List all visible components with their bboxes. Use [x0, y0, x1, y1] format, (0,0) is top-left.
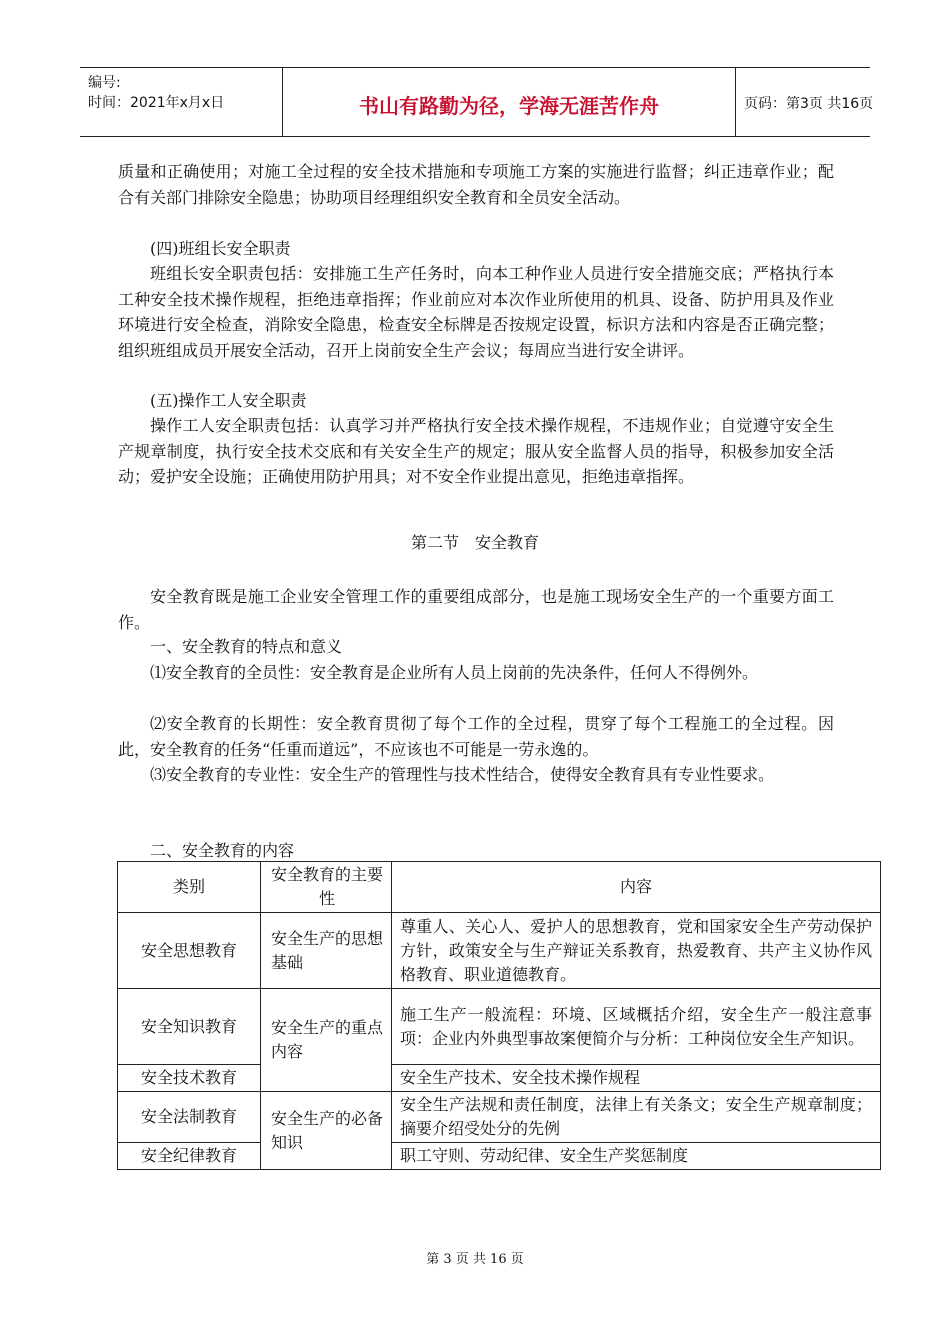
document-header	[80, 67, 874, 137]
heading-team-leader: (四)班组长安全职责	[150, 239, 291, 258]
table-cell-importance: 安全生产的重点内容	[261, 989, 392, 1092]
table-cell-category: 安全技术教育	[118, 1065, 261, 1092]
table-header-row	[118, 862, 881, 913]
table-cell-importance: 安全生产的思想基础	[261, 913, 392, 989]
table-row	[118, 1065, 881, 1092]
paragraph-4: 安全教育既是施工企业安全管理工作的重要组成部分，也是施工现场安全生产的一个重要方面工作。	[118, 587, 834, 632]
table-row	[118, 913, 881, 989]
table-cell-content: 安全生产技术、安全技术操作规程	[392, 1065, 881, 1092]
document-number-label: 编号:	[88, 75, 121, 91]
table-header-category: 类别	[118, 862, 261, 913]
header-page-info: 页码：第3页 共16页	[744, 96, 874, 112]
paragraph-6: ⑵安全教育的长期性：安全教育贯彻了每个工作的全过程，贯穿了每个工程施工的全过程。因此，安全教育的任务“任重而道远”，不应该也不可能是一劳永逸的。	[118, 714, 834, 759]
table-cell-content: 施工生产一般流程：环境、区域概括介绍，安全生产一般注意事项：企业内外典型事故案便简介与分析：工种岗位安全生产知识。	[392, 989, 881, 1065]
table-row	[118, 989, 881, 1065]
table-cell-importance: 安全生产的必备知识	[261, 1092, 392, 1170]
section-title: 第二节 安全教育	[410, 533, 539, 552]
table-row	[118, 1092, 881, 1143]
document-time-label: 时间：2021年x月x日	[88, 95, 225, 111]
header-motto: 书山有路勤为径，学海无涯苦作舟	[359, 94, 659, 118]
table-cell-category: 安全纪律教育	[118, 1143, 261, 1170]
table-cell-content: 安全生产法规和责任制度，法律上有关条文；安全生产规章制度；摘要介绍受处分的先例	[392, 1092, 881, 1143]
paragraph-3: 操作工人安全职责包括：认真学习并严格执行安全技术操作规程，不违规作业；自觉遵守安全生产规章制度，执行安全技术交底和有关安全生产的规定；服从安全监督人员的指导，积极参加安全活动；爱护安全设施；正确使用防护用具；对不安全作业提出意见，拒绝违章指挥。	[118, 416, 834, 486]
table-row	[118, 1143, 881, 1170]
education-content-table	[117, 861, 881, 1170]
paragraph-1: 质量和正确使用；对施工全过程的安全技术措施和专项施工方案的实施进行监督；纠正违章作业；配合有关部门排除安全隐患；协助项目经理组织安全教育和全员安全活动。	[118, 162, 834, 207]
header-motto-cell	[282, 68, 736, 136]
heading-characteristics: 一、安全教育的特点和意义	[150, 637, 343, 656]
paragraph-7: ⑶安全教育的专业性：安全生产的管理性与技术性结合，使得安全教育具有专业性要求。	[150, 765, 775, 784]
paragraph-5: ⑴安全教育的全员性：安全教育是企业所有人员上岗前的先决条件，任何人不得例外。	[150, 663, 759, 682]
table-header-importance: 安全教育的主要性	[261, 862, 392, 913]
heading-content: 二、安全教育的内容	[150, 841, 295, 860]
heading-worker: (五)操作工人安全职责	[150, 391, 307, 410]
page-footer: 第 3 页 共 16 页	[426, 1252, 524, 1267]
table-cell-content: 尊重人、关心人、爱护人的思想教育，党和国家安全生产劳动保护方针，政策安全与生产辩证关系教育，热爱教育、共产主义协作风格教育、职业道德教育。	[392, 913, 881, 989]
header-page-cell	[734, 68, 874, 136]
table-header-content: 内容	[392, 862, 881, 913]
table-cell-category: 安全知识教育	[118, 989, 261, 1065]
table-cell-category: 安全法制教育	[118, 1092, 261, 1143]
table-cell-content: 职工守则、劳动纪律、安全生产奖惩制度	[392, 1143, 881, 1170]
table-cell-category: 安全思想教育	[118, 913, 261, 989]
header-meta	[80, 68, 282, 136]
paragraph-2: 班组长安全职责包括：安排施工生产任务时，向本工种作业人员进行安全措施交底；严格执行本工种安全技术操作规程，拒绝违章指挥；作业前应对本次作业所使用的机具、设备、防护用具及作业环境进行安全检查，消除安全隐患，检查安全标牌是否按规定设置，标识方法和内容是否正确完整；组织班组成员开展安全活动，召开上岗前安全生产会议；每周应当进行安全讲评。	[118, 264, 834, 360]
